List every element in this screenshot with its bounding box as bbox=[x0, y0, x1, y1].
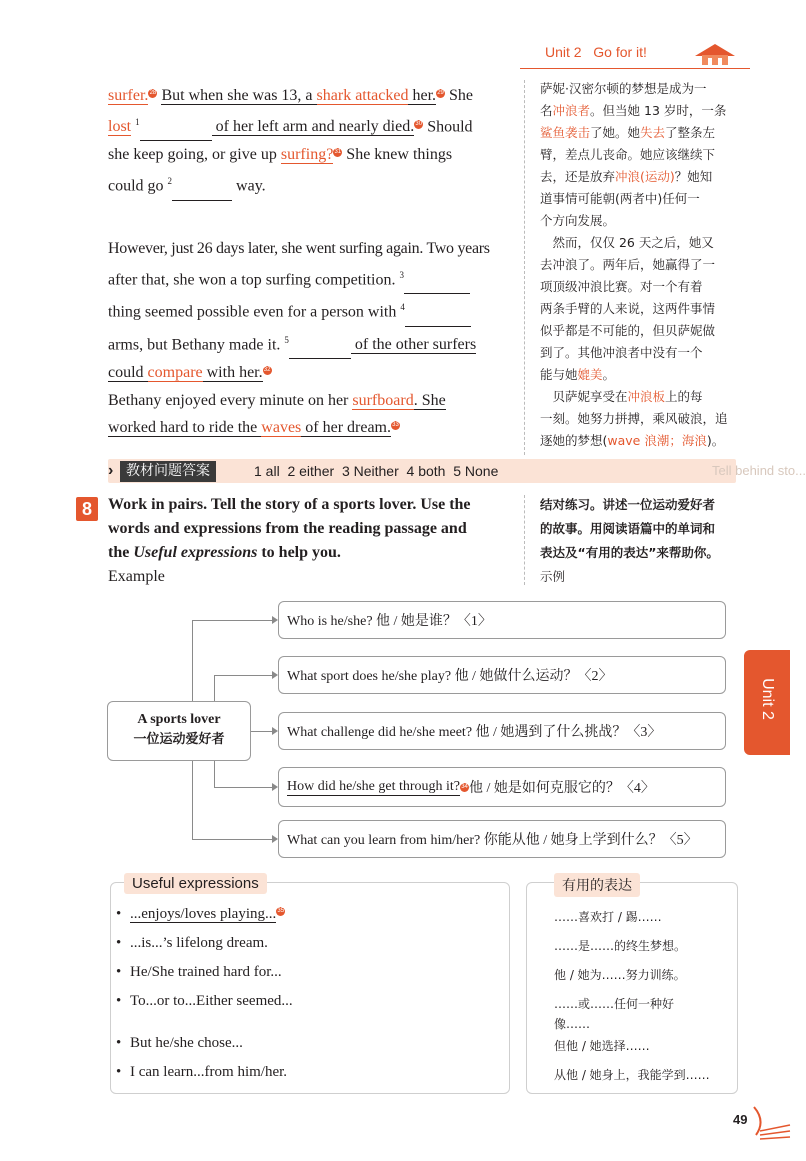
text: She knew things bbox=[342, 146, 453, 164]
text: 两条手臂的人来说，这两件事情 bbox=[540, 301, 716, 316]
text: ...enjoys/loves playing... bbox=[130, 906, 277, 922]
text: 然而，仅仅 26 天之后，她又 bbox=[540, 235, 714, 250]
text: she keep going, or give up bbox=[108, 146, 281, 164]
useful-expressions-list bbox=[116, 906, 496, 1093]
answer-text: 1 all 2 either 3 Neither 4 both 5 None bbox=[254, 463, 499, 479]
header-logo-icon bbox=[690, 38, 740, 68]
task-instruction-cn bbox=[540, 493, 740, 589]
text: 萨妮·汉密尔顿的梦想是成为一 bbox=[540, 81, 707, 96]
text: way. bbox=[232, 177, 266, 195]
text: Useful expressions bbox=[133, 544, 258, 561]
list-item bbox=[116, 993, 496, 1035]
task-number: 8 bbox=[81, 499, 92, 519]
text: the bbox=[108, 544, 134, 561]
text: wave 浪潮；海浪 bbox=[607, 433, 707, 448]
word-shark-attacked[interactable]: shark attacked bbox=[316, 87, 409, 104]
text: 一刻。她努力拼搏，乘风破浪，追 bbox=[540, 411, 728, 426]
blank-number: 5 bbox=[284, 334, 289, 345]
text: She bbox=[445, 87, 474, 104]
connector bbox=[214, 675, 274, 676]
text: 的故事。用阅读语篇中的单词和 bbox=[540, 521, 716, 536]
word-surfer[interactable]: surfer. bbox=[108, 87, 149, 104]
text: How did he/she get through it? bbox=[287, 778, 461, 794]
text: But when she was 13, a bbox=[161, 87, 317, 104]
text: A sports lover bbox=[137, 712, 221, 727]
list-item bbox=[116, 964, 496, 993]
text: with her. bbox=[202, 363, 263, 381]
word-waves[interactable]: waves bbox=[261, 419, 302, 436]
note-marker[interactable]: 30 bbox=[415, 121, 423, 127]
text: 去冲浪了。两年后，她赢得了一 bbox=[540, 257, 716, 272]
blank-1[interactable] bbox=[140, 113, 212, 141]
side-tab-label: Unit 2 bbox=[759, 678, 776, 720]
word-compare[interactable]: compare bbox=[147, 363, 203, 381]
word-surfing[interactable]: surfing? bbox=[280, 146, 334, 164]
text: 失去 bbox=[640, 125, 666, 140]
page-number: 49 bbox=[733, 1112, 748, 1127]
text: 一位运动爱好者 bbox=[133, 732, 225, 747]
word-surfboard[interactable]: surfboard bbox=[352, 392, 414, 409]
text: 项顶级冲浪比赛。对一个有着 bbox=[540, 279, 703, 294]
text: 结对练习。讲述一位运动爱好者 bbox=[540, 497, 716, 512]
text: 去，还是放弃 bbox=[540, 169, 616, 184]
blank-number: 2 bbox=[167, 176, 173, 187]
text: 他 / 她为……努力训练。 bbox=[554, 968, 686, 982]
blank-5[interactable] bbox=[289, 331, 351, 359]
header-rule bbox=[520, 68, 750, 69]
passage-paragraph-2 bbox=[108, 235, 508, 386]
connector bbox=[214, 761, 215, 787]
text: 他 / 她是如何克服它的？〈4〉 bbox=[469, 781, 655, 796]
blank-3[interactable] bbox=[404, 266, 470, 294]
note-marker[interactable]: 31 bbox=[334, 149, 342, 155]
text: 个方向发展。 bbox=[540, 213, 616, 228]
useful-expressions-title bbox=[124, 873, 267, 894]
text: )。 bbox=[706, 433, 725, 448]
column-divider bbox=[524, 495, 526, 585]
text: 贝萨妮享受在 bbox=[540, 389, 628, 404]
connector bbox=[192, 620, 193, 701]
blank-number: 1 bbox=[135, 117, 140, 127]
text: 名 bbox=[540, 103, 553, 118]
connector bbox=[192, 761, 193, 839]
text: Work in pairs. Tell the story of a sports lover. Use the bbox=[108, 496, 471, 513]
list-item bbox=[116, 1064, 496, 1093]
answer-label-text: 教材问题答案 bbox=[126, 463, 210, 479]
list-item bbox=[116, 935, 496, 964]
text: ……是……的终生梦想。 bbox=[554, 939, 687, 953]
answer-label bbox=[120, 461, 216, 482]
text: 能与她 bbox=[540, 367, 578, 382]
header-title: Go for it! bbox=[593, 44, 647, 60]
text: 媲美 bbox=[577, 367, 603, 382]
word-lost[interactable]: lost bbox=[108, 118, 132, 136]
note-marker[interactable]: 35 bbox=[277, 908, 285, 914]
text: 了整条左 bbox=[665, 125, 716, 140]
text: arms, but Bethany made it. bbox=[108, 335, 285, 353]
text: 了她。她 bbox=[590, 125, 641, 140]
note-marker[interactable]: 33 bbox=[392, 421, 399, 428]
mindmap-question-4 bbox=[278, 767, 726, 807]
task-instruction bbox=[108, 493, 513, 589]
text: 但他 / 她选择…… bbox=[554, 1039, 650, 1053]
text: her. bbox=[408, 87, 437, 104]
connector bbox=[192, 839, 274, 840]
text: ？她知 bbox=[674, 169, 713, 184]
connector bbox=[214, 787, 274, 788]
mindmap-question-2 bbox=[278, 656, 726, 694]
text: ……或……任何一种好 bbox=[554, 997, 675, 1011]
text: 上的每 bbox=[665, 389, 703, 404]
text: 从他 / 她身上，我能学到…… bbox=[554, 1068, 710, 1082]
note-marker[interactable]: 32 bbox=[263, 366, 271, 373]
text: 冲浪板 bbox=[627, 389, 666, 404]
example-label: Example bbox=[108, 568, 165, 585]
text: of her left arm and nearly died. bbox=[211, 118, 415, 136]
note-marker[interactable]: 29 bbox=[437, 89, 444, 96]
text: 鲨鱼袭击 bbox=[540, 125, 591, 140]
text: of her dream. bbox=[301, 419, 391, 436]
blank-number: 3 bbox=[399, 270, 404, 280]
header-unit: Unit 2 bbox=[545, 44, 582, 60]
answer-bar-chevron-icon: › bbox=[108, 462, 114, 479]
text: words and expressions from the reading passage and bbox=[108, 520, 467, 537]
text: . She bbox=[413, 392, 446, 409]
note-marker[interactable]: 34 bbox=[461, 783, 468, 790]
text: to help you. bbox=[257, 544, 341, 561]
text: To...or to...Either seemed... bbox=[130, 993, 293, 1009]
text: What challenge did he/she meet? 他 / 她遇到了什么挑战？〈3〉 bbox=[287, 725, 662, 740]
page-corner-icon bbox=[752, 1105, 792, 1145]
text: I can learn...from him/her. bbox=[130, 1064, 288, 1080]
text: thing seemed possible even for a person with bbox=[108, 303, 401, 321]
text: 道事情可能朝(两者中)任何一 bbox=[540, 191, 700, 206]
connector bbox=[251, 731, 274, 732]
blank-2[interactable] bbox=[172, 173, 232, 201]
text: 有用的表达 bbox=[562, 878, 632, 894]
mindmap-question-1 bbox=[278, 601, 726, 639]
text: worked hard to ride the bbox=[108, 419, 262, 436]
text: of the other surfers bbox=[350, 335, 477, 353]
text: ...is...’s lifelong dream. bbox=[130, 935, 268, 951]
mindmap-center bbox=[107, 701, 251, 761]
text: He/She trained hard for... bbox=[130, 964, 282, 980]
passage-paragraph-1 bbox=[108, 82, 508, 201]
note-marker[interactable]: 28 bbox=[149, 89, 157, 96]
translation bbox=[540, 78, 740, 452]
mindmap-question-5 bbox=[278, 820, 726, 858]
column-divider bbox=[524, 80, 526, 455]
text: 示例 bbox=[540, 569, 566, 584]
text: 像…… bbox=[554, 1017, 591, 1031]
text: ……喜欢打 / 踢…… bbox=[554, 910, 662, 924]
useful-cn-title bbox=[554, 873, 640, 897]
text: What can you learn from him/her? 你能从他 / 她身上学到什么？〈5〉 bbox=[287, 833, 698, 848]
mindmap-question-3 bbox=[278, 712, 726, 750]
connector bbox=[192, 620, 274, 621]
text: Who is he/she? 他 / 她是谁？〈1〉 bbox=[287, 614, 492, 629]
list-item bbox=[116, 1035, 496, 1064]
text: could bbox=[108, 363, 148, 381]
text: However, just 26 days later, she went surfing again. Two years bbox=[108, 240, 490, 257]
text: 。 bbox=[602, 367, 616, 382]
text: Should bbox=[423, 118, 473, 136]
blank-number: 4 bbox=[400, 302, 405, 313]
header bbox=[545, 44, 647, 60]
text: 冲浪者 bbox=[552, 103, 591, 118]
useful-cn-list bbox=[554, 906, 730, 1093]
list-item bbox=[116, 906, 496, 935]
text: could go bbox=[108, 177, 168, 195]
text: What sport does he/she play? 他 / 她做什么运动？〈2〉 bbox=[287, 669, 613, 684]
text: 冲浪(运动) bbox=[615, 169, 675, 184]
passage-paragraph-3 bbox=[108, 387, 508, 441]
task-number-badge bbox=[76, 497, 98, 521]
text: 似乎都是不可能的，但贝萨妮做 bbox=[540, 323, 716, 338]
text: Useful expressions bbox=[132, 875, 259, 892]
answer-faded-text: Tell behind sto... bbox=[712, 463, 806, 478]
text: 。但当她 13 岁时，一条 bbox=[590, 103, 727, 118]
text: after that, she won a top surfing competition. bbox=[108, 271, 400, 289]
connector bbox=[214, 675, 215, 701]
blank-4[interactable] bbox=[405, 299, 471, 327]
text: 臂，差点儿丧命。她应该继续下 bbox=[540, 147, 716, 162]
text: Bethany enjoyed every minute on her bbox=[108, 392, 353, 409]
text: 逐她的梦想( bbox=[540, 433, 608, 448]
text: 到了。其他冲浪者中没有一个 bbox=[540, 345, 703, 360]
text: 表达及“有用的表达”来帮助你。 bbox=[540, 545, 719, 560]
text: But he/she chose... bbox=[130, 1035, 243, 1051]
